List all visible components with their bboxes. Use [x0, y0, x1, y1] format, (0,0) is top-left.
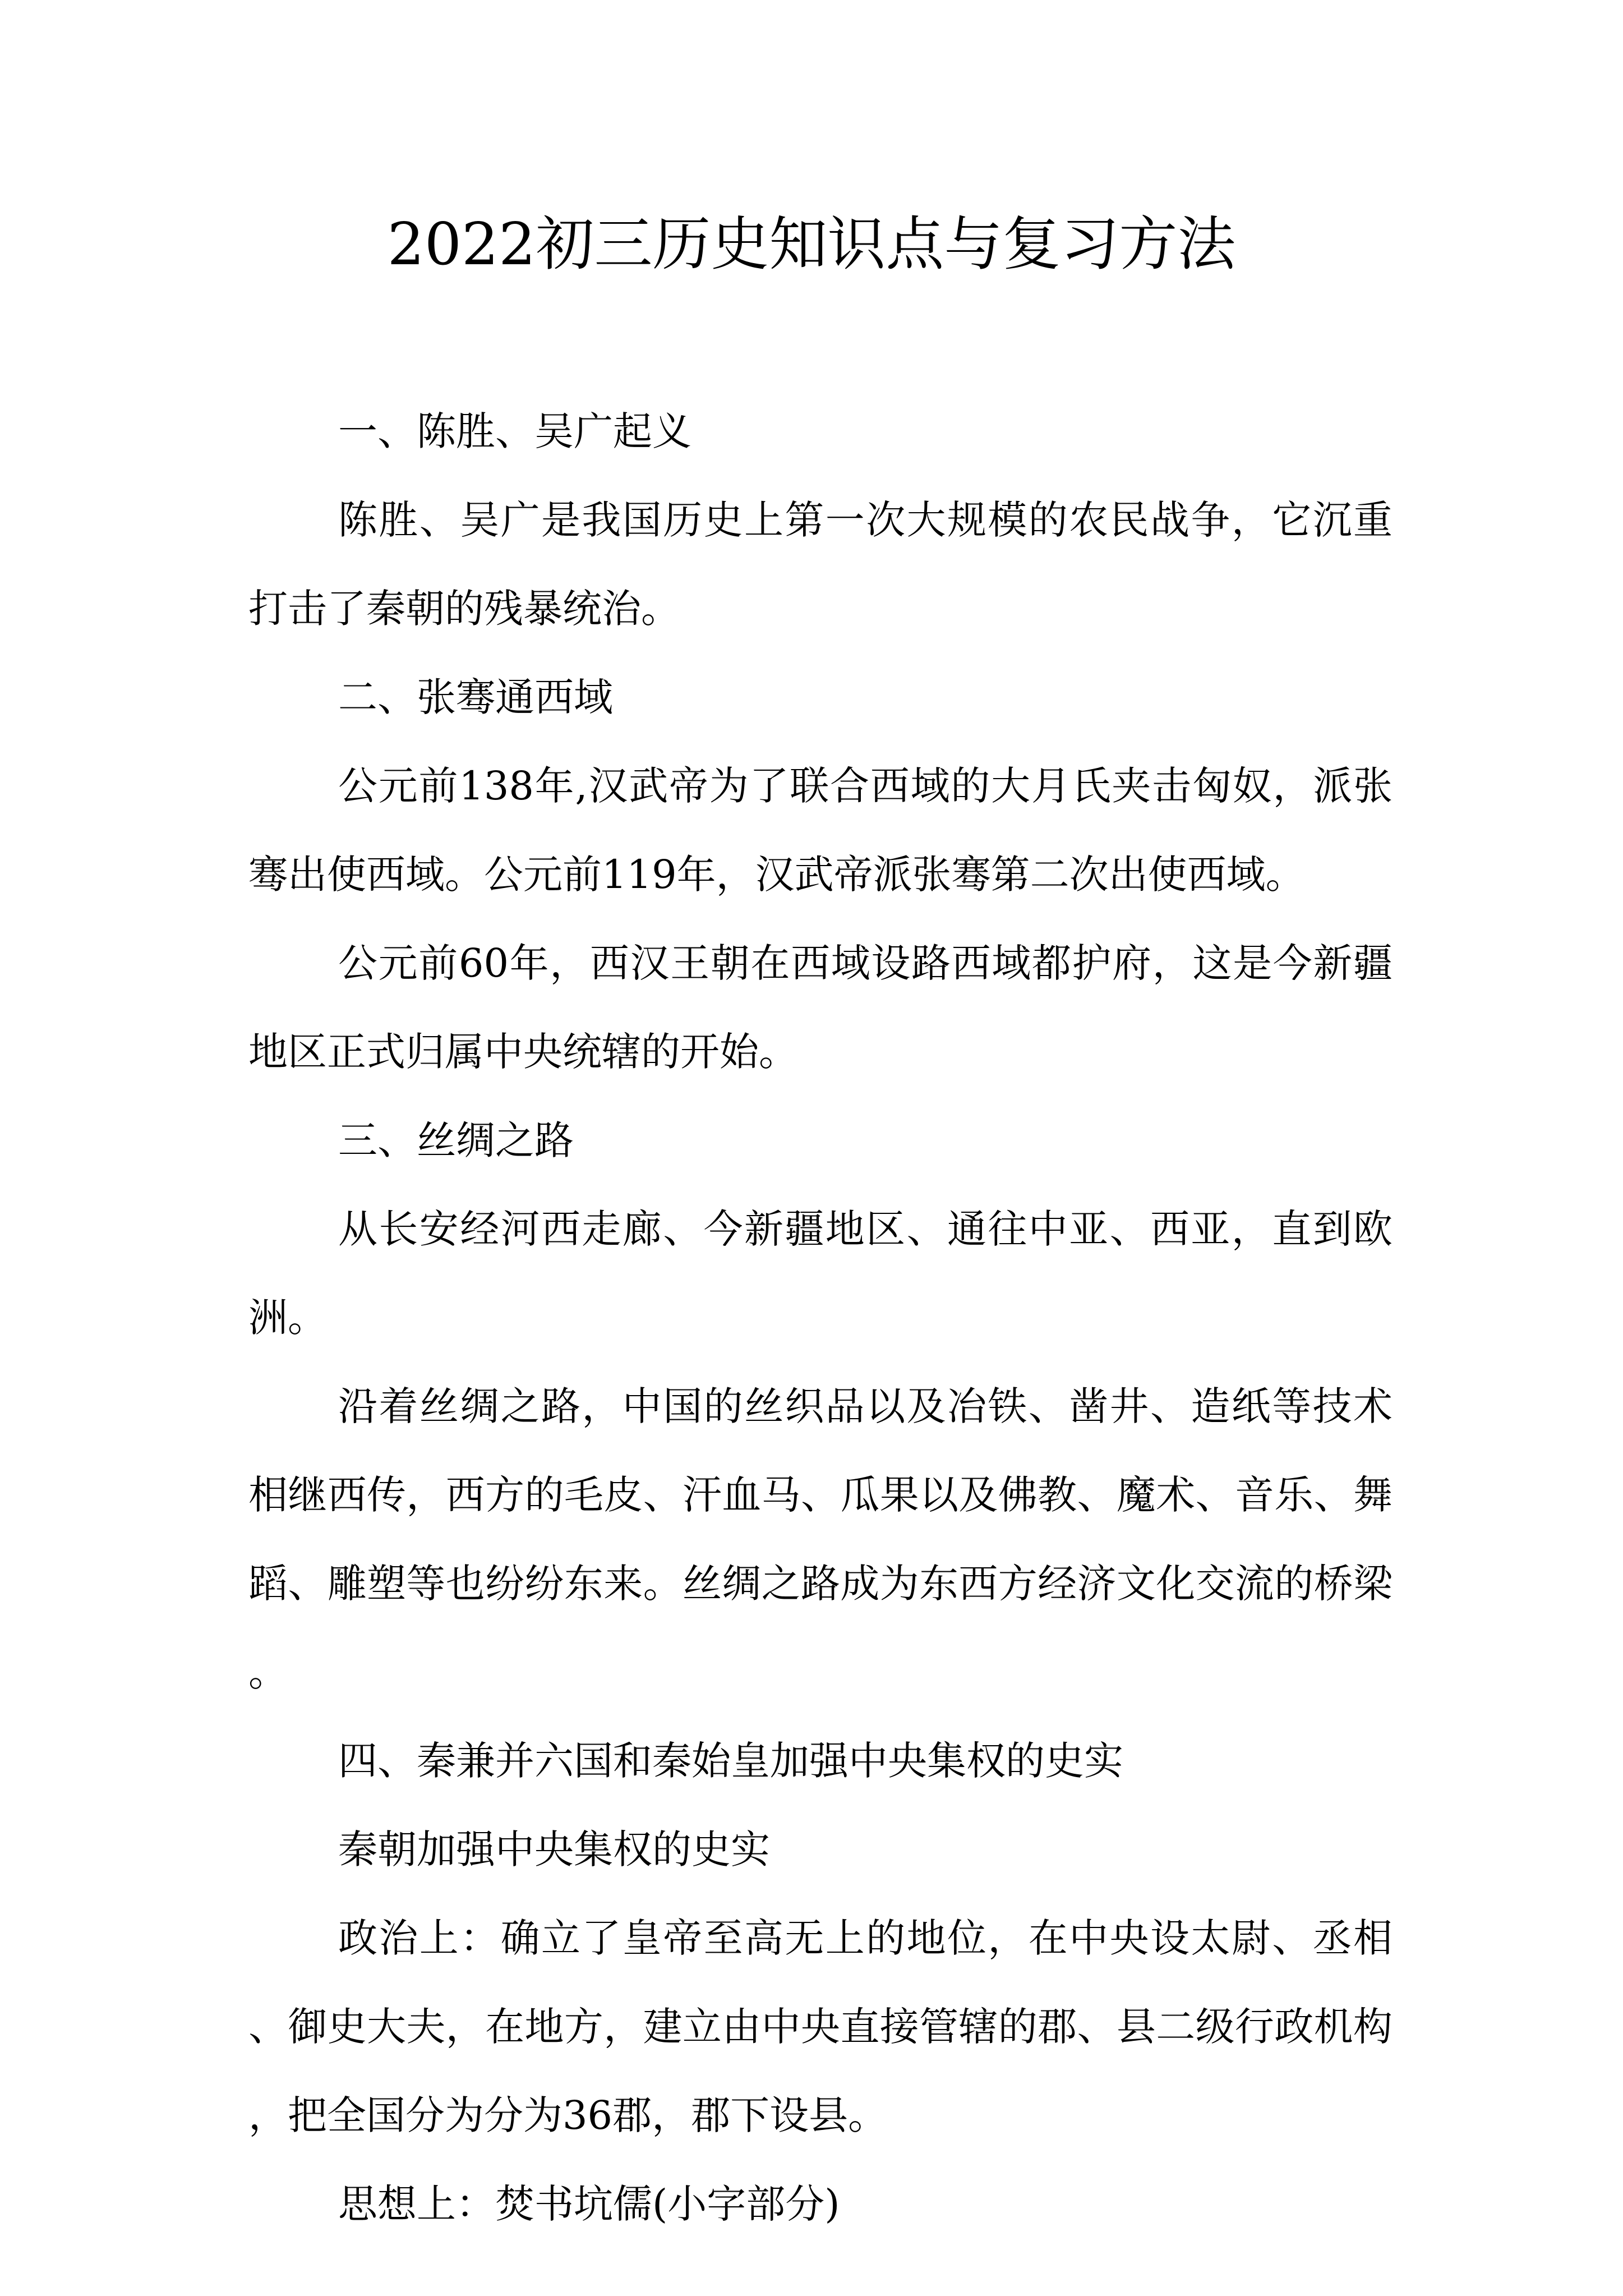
document-title: 2022初三历史知识点与复习方法 — [387, 210, 1236, 278]
heading-silk-road: 三、丝绸之路 — [338, 1117, 574, 1163]
paragraph-ideological-measures: 思想上：焚书坑儒(小字部分) — [338, 2181, 840, 2227]
subheading-qin-centralization: 秦朝加强中央集权的史实 — [338, 1826, 770, 1872]
paragraph-zhang-qian-missions: 公元前138年,汉武帝为了联合西域的大月氏夹击匈奴，派张骞出使西域。公元前119年，汉武帝派张骞第二次出使西域。 — [248, 763, 1393, 898]
paragraph-silk-road-exchange: 沿着丝绸之路，中国的丝织品以及冶铁、凿井、造纸等技术相继西传，西方的毛皮、汗血马、瓜果以及佛教、魔术、音乐、舞蹈、雕塑等也纷纷东来。丝绸之路成为东西方经济文化交流的桥梁。 — [248, 1383, 1393, 1695]
paragraph-silk-road-route: 从长安经河西走廊、今新疆地区、通往中亚、西亚，直到欧洲。 — [248, 1206, 1393, 1341]
paragraph-political-measures: 政治上：确立了皇帝至高无上的地位，在中央设太尉、丞相、御史大夫，在地方，建立由中央直接管辖的郡、县二级行政机构，把全国分为分为36郡，郡下设县。 — [248, 1915, 1393, 2138]
heading-chen-sheng-wu-guang: 一、陈胜、吴广起义 — [338, 408, 691, 454]
heading-zhang-qian: 二、张骞通西域 — [338, 674, 613, 720]
document-body — [248, 387, 1393, 2248]
heading-qin-unification: 四、秦兼并六国和秦始皇加强中央集权的史实 — [338, 1738, 1123, 1784]
paragraph-western-regions-protectorate: 公元前60年，西汉王朝在西域设路西域都护府，这是今新疆地区正式归属中央统辖的开始。 — [248, 940, 1393, 1075]
paragraph-peasant-uprising: 陈胜、吴广是我国历史上第一次大规模的农民战争，它沉重打击了秦朝的残暴统治。 — [248, 497, 1393, 632]
